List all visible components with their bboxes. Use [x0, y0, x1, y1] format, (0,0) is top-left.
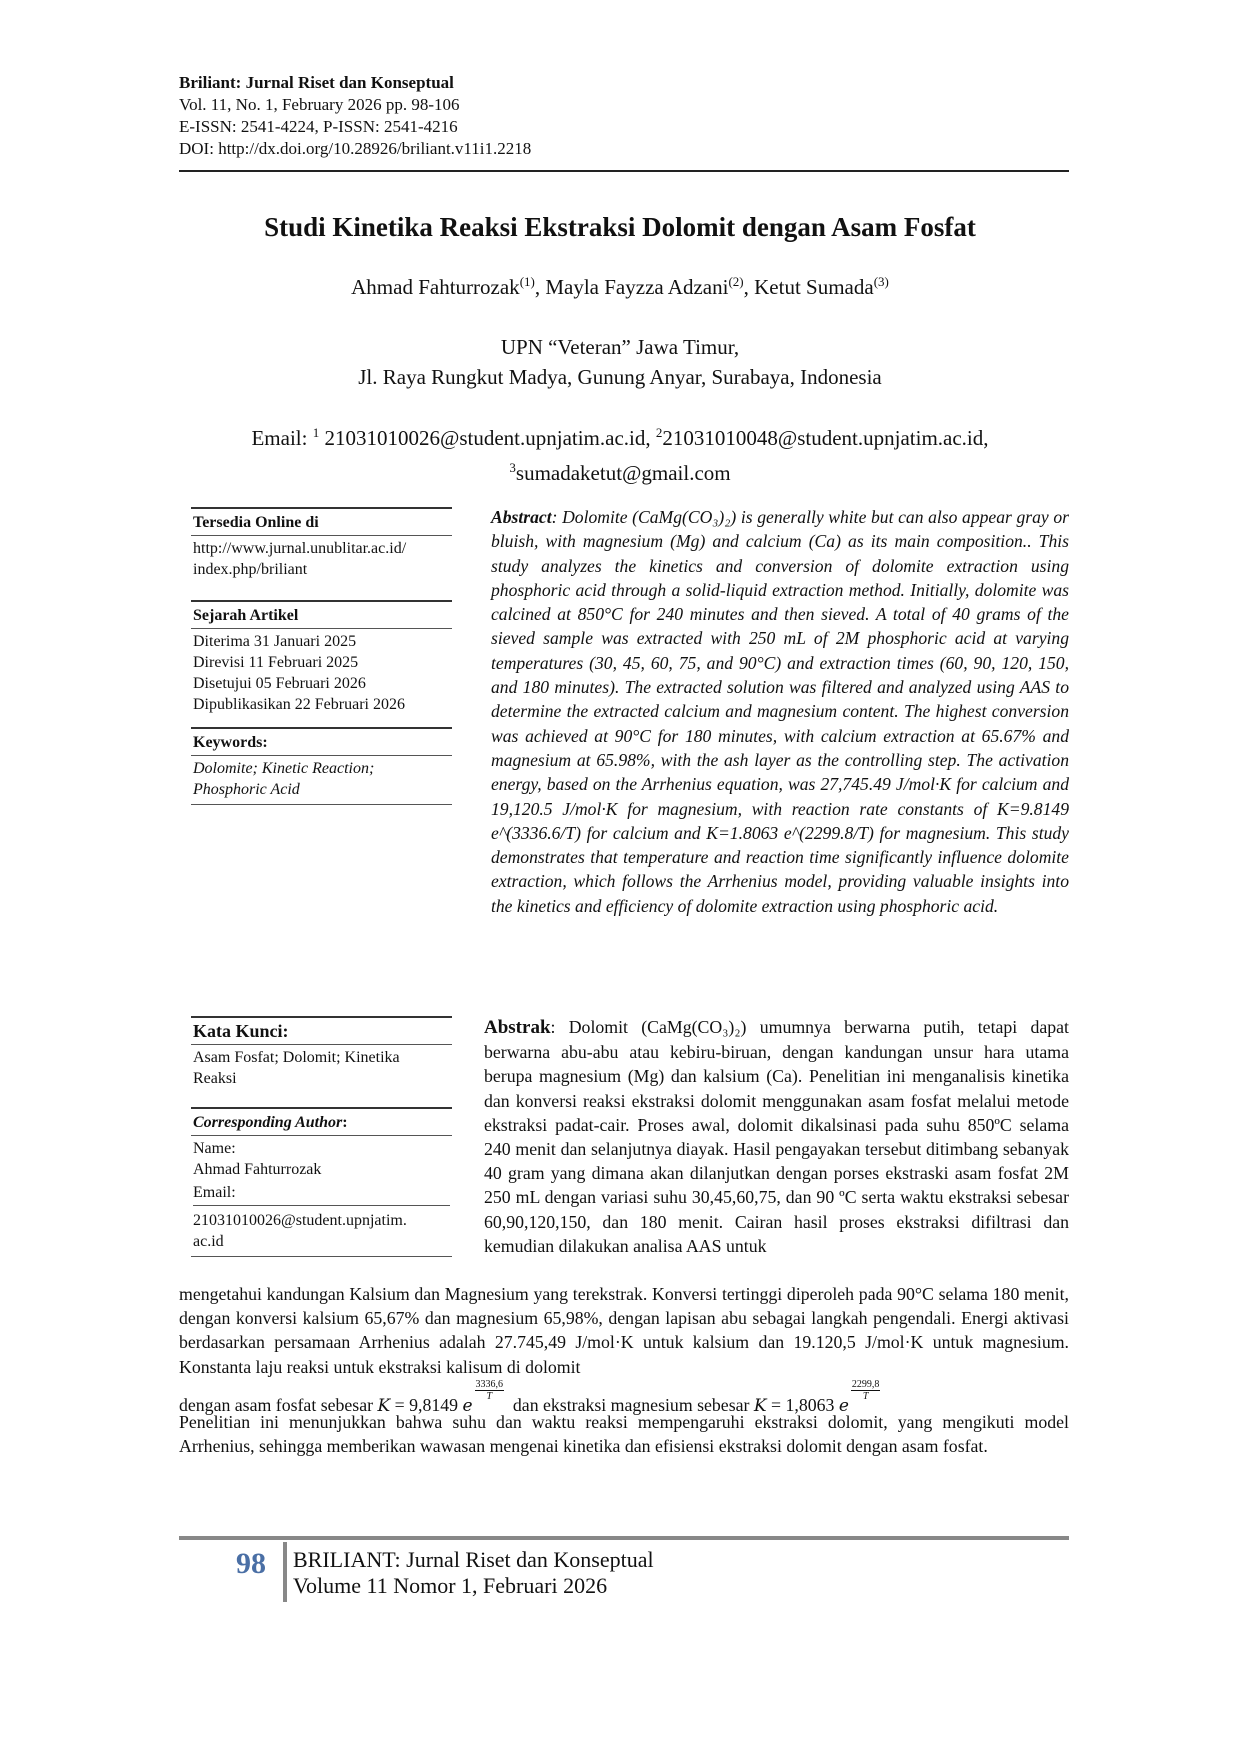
- article-info-box: [191, 507, 452, 805]
- email-label-side: Email:: [193, 1180, 450, 1206]
- author-mark: (3): [873, 274, 889, 289]
- name-label: Name:: [193, 1140, 236, 1157]
- online-url[interactable]: http://www.jurnal.unublitar.ac.id/ index.php/briliant: [193, 540, 407, 578]
- affiliation: [150, 332, 1090, 392]
- page-number: 98: [236, 1547, 266, 1580]
- katakunci-list: Asam Fosfat; Dolomit; Kinetika Reaksi: [193, 1049, 400, 1087]
- published-date: Dipublikasikan 22 Februari 2026: [193, 696, 405, 713]
- exponent-fraction-mg: $\frac{2299,8}{T}$: [851, 1379, 880, 1402]
- rate-constant-symbol: K: [753, 1396, 767, 1416]
- abstract-english: [491, 505, 1069, 918]
- email-1[interactable]: 21031010026@student.upnjatim.ac.id,: [319, 426, 656, 450]
- issn-line: E-ISSN: 2541-4224, P-ISSN: 2541-4216: [179, 117, 458, 136]
- corresponding-info: [191, 1136, 452, 1208]
- history-list: [191, 629, 452, 719]
- name-value: Ahmad Fahturrozak: [193, 1161, 322, 1178]
- author-info-box: [191, 1016, 452, 1257]
- exponent-fraction-ca: $\frac{3336,6}{T}$: [475, 1379, 504, 1402]
- journal-name: Briliant: Jurnal Riset dan Konseptual: [179, 73, 454, 92]
- doi-line[interactable]: DOI: http://dx.doi.org/10.28926/briliant.v11i1.2218: [179, 139, 532, 158]
- author-name: Mayla Fayzza Adzani: [545, 275, 729, 299]
- volume-line: Vol. 11, No. 1, February 2026 pp. 98-106: [179, 95, 460, 114]
- affiliation-line-2: Jl. Raya Rungkut Madya, Gunung Anyar, Surabaya, Indonesia: [358, 365, 882, 389]
- email-3[interactable]: sumadaketut@gmail.com: [515, 461, 731, 485]
- corresponding-email[interactable]: 21031010026@student.upnjatim. ac.id: [191, 1208, 452, 1257]
- abstrak-conclusion: Penelitian ini menunjukkan bahwa suhu dan waktu reaksi mempengaruhi ekstraksi dolomit, yang mengikuti model Arrhenius, sehingga memberikan wawasan mengenai kinetika dan efisiensi ekstraksi dolomit dengan asam fosfat.: [179, 1412, 1069, 1457]
- received-date: Diterima 31 Januari 2025: [193, 633, 357, 650]
- abstract-text: : Dolomite (CaMg(CO₃)₂) is generally white but can also appear gray or bluish, with magnesium (Mg) and calcium (Ca) as its main composition.. This study analyzes the kinetics and conversion of dolomite extraction using phosphoric acid through a solid-liquid extraction method. Initially, dolomite was calcined at 850°C for 240 minutes and then sieved. A total of 40 grams of the sieved sample was extracted with 250 mL of 2M phosphoric acid at varying temperatures (30, 45, 60, 75, and 90°C) and extraction times (60, 90, 120, 150, and 180 minutes). The extracted solution was filtered and analyzed using AAS to determine the extracted calcium and magnesium content. The highest conversion was achieved at 90°C for 180 minutes, with calcium extraction at 65.67% and magnesium at 65.98%, with the ash layer as the controlling step. The activation energy, based on the Arrhenius equation, was 27,745.49 J/mol·K for calcium and 19,120.5 J/mol·K for magnesium, with reaction rate constants of K=9.8149 e^(3336.6/T) for calcium and K=1.8063 e^(2299.8/T) for magnesium. This study demonstrates that temperature and reaction time significantly influence dolomite extraction, which follows the Arrhenius model, providing valuable insights into the kinetics and efficiency of dolomite extraction using phosphoric acid.: [491, 507, 1069, 916]
- author-name: Ketut Sumada: [754, 275, 874, 299]
- author-list: Ahmad Fahturrozak$^{(1)}$, Mayla Fayzza Adzani$^{(2)}$, Ketut Sumada$^{(3)}$: [351, 274, 889, 299]
- affiliation-line-1: UPN “Veteran” Jawa Timur,: [500, 335, 740, 359]
- footer-separator: [283, 1542, 287, 1602]
- keywords-list: Dolomite; Kinetic Reaction; Phosphoric Acid: [191, 756, 452, 805]
- abstrak-text-full: mengetahui kandungan Kalsium dan Magnesium yang terekstrak. Konversi tertinggi diperoleh pada 90°C selama 180 menit, dengan konversi kalsium 65,67% dan magnesium 65,98%, dengan lapisan abu sebagai langkah pengendali. Energi aktivasi berdasarkan persamaan Arrhenius adalah 27.745,49 J/mol·K untuk kalsium dan 19.120,5 J/mol·K untuk magnesium. Konstanta laju reaksi untuk ekstraksi kalisum di dolomit: [179, 1284, 1069, 1377]
- email-2[interactable]: 21031010048@student.upnjatim.ac.id,: [662, 426, 989, 450]
- email-block: Email: $^1$ 21031010026@student.upnjatim.ac.id, $^2$21031010048@student.upnjatim.ac.id, $^3$sumadaketut@gmail.com: [251, 425, 989, 485]
- abstrak-text-column: : Dolomit (CaMg(CO₃)₂) umumnya berwarna putih, tetapi dapat berwarna abu-abu atau kebiru-biruan, dengan kandungan unsur hara utama berupa magnesium (Mg) dan kalsium (Ca). Penelitian ini menganalisis kinetika dan konversi reaksi ekstraksi dolomit menggunakan asam fosfat melalui metode ekstraksi padat-cair. Proses awal, dolomit dikalsinasi pada suhu 850ºC selama 240 menit dan selanjutnya diayak. Hasil pengayakan tersebut ditimbang sebanyak 40 gram yang dimana akan dilanjutkan dengan porses ekstraski asam fosfat 2M 250 mL dengan variasi suhu 30,45,60,75, dan 90 ºC serta waktu ekstraksi sebesar 60,90,120,150, dan 180 menit. Cairan hasil proses ekstraksi difiltrasi dan kemudian dilakukan analisa AAS untuk: [484, 1017, 1069, 1256]
- rate-constant-line: dengan asam fosfat sebesar K = 9,8149 e $\frac{3336,6}{T}$ dan ekstraksi magnesium sebesar K = 1,8063 e $\frac{2299,8}{T}$: [179, 1379, 880, 1416]
- abstract-indonesian: [484, 1015, 1069, 1258]
- journal-header: [179, 72, 1069, 160]
- author-mark: (2): [728, 274, 744, 289]
- rate-constant-symbol: K: [377, 1396, 391, 1416]
- email-label: Email:: [251, 426, 313, 450]
- corresponding-heading: Corresponding Author:: [191, 1107, 452, 1136]
- keywords-heading: Keywords:: [191, 727, 452, 756]
- history-heading: Sejarah Artikel: [191, 600, 452, 629]
- katakunci-heading: Kata Kunci:: [191, 1016, 452, 1045]
- author-name: Ahmad Fahturrozak: [351, 275, 520, 299]
- abstract-label: Abstract: [491, 507, 552, 527]
- revised-date: Direvisi 11 Februari 2025: [193, 654, 359, 671]
- footer-divider: [179, 1536, 1069, 1540]
- accepted-date: Disetujui 05 Februari 2026: [193, 675, 366, 692]
- paper-title: Studi Kinetika Reaksi Ekstraksi Dolomit dengan Asam Fosfat: [264, 212, 976, 242]
- abstrak-label: Abstrak: [484, 1017, 551, 1038]
- header-divider: [179, 170, 1069, 172]
- footer-journal: BRILIANT: Jurnal Riset dan Konseptual Volume 11 Nomor 1, Februari 2026: [293, 1547, 654, 1598]
- online-heading: Tersedia Online di: [191, 507, 452, 536]
- author-mark: (1): [519, 274, 535, 289]
